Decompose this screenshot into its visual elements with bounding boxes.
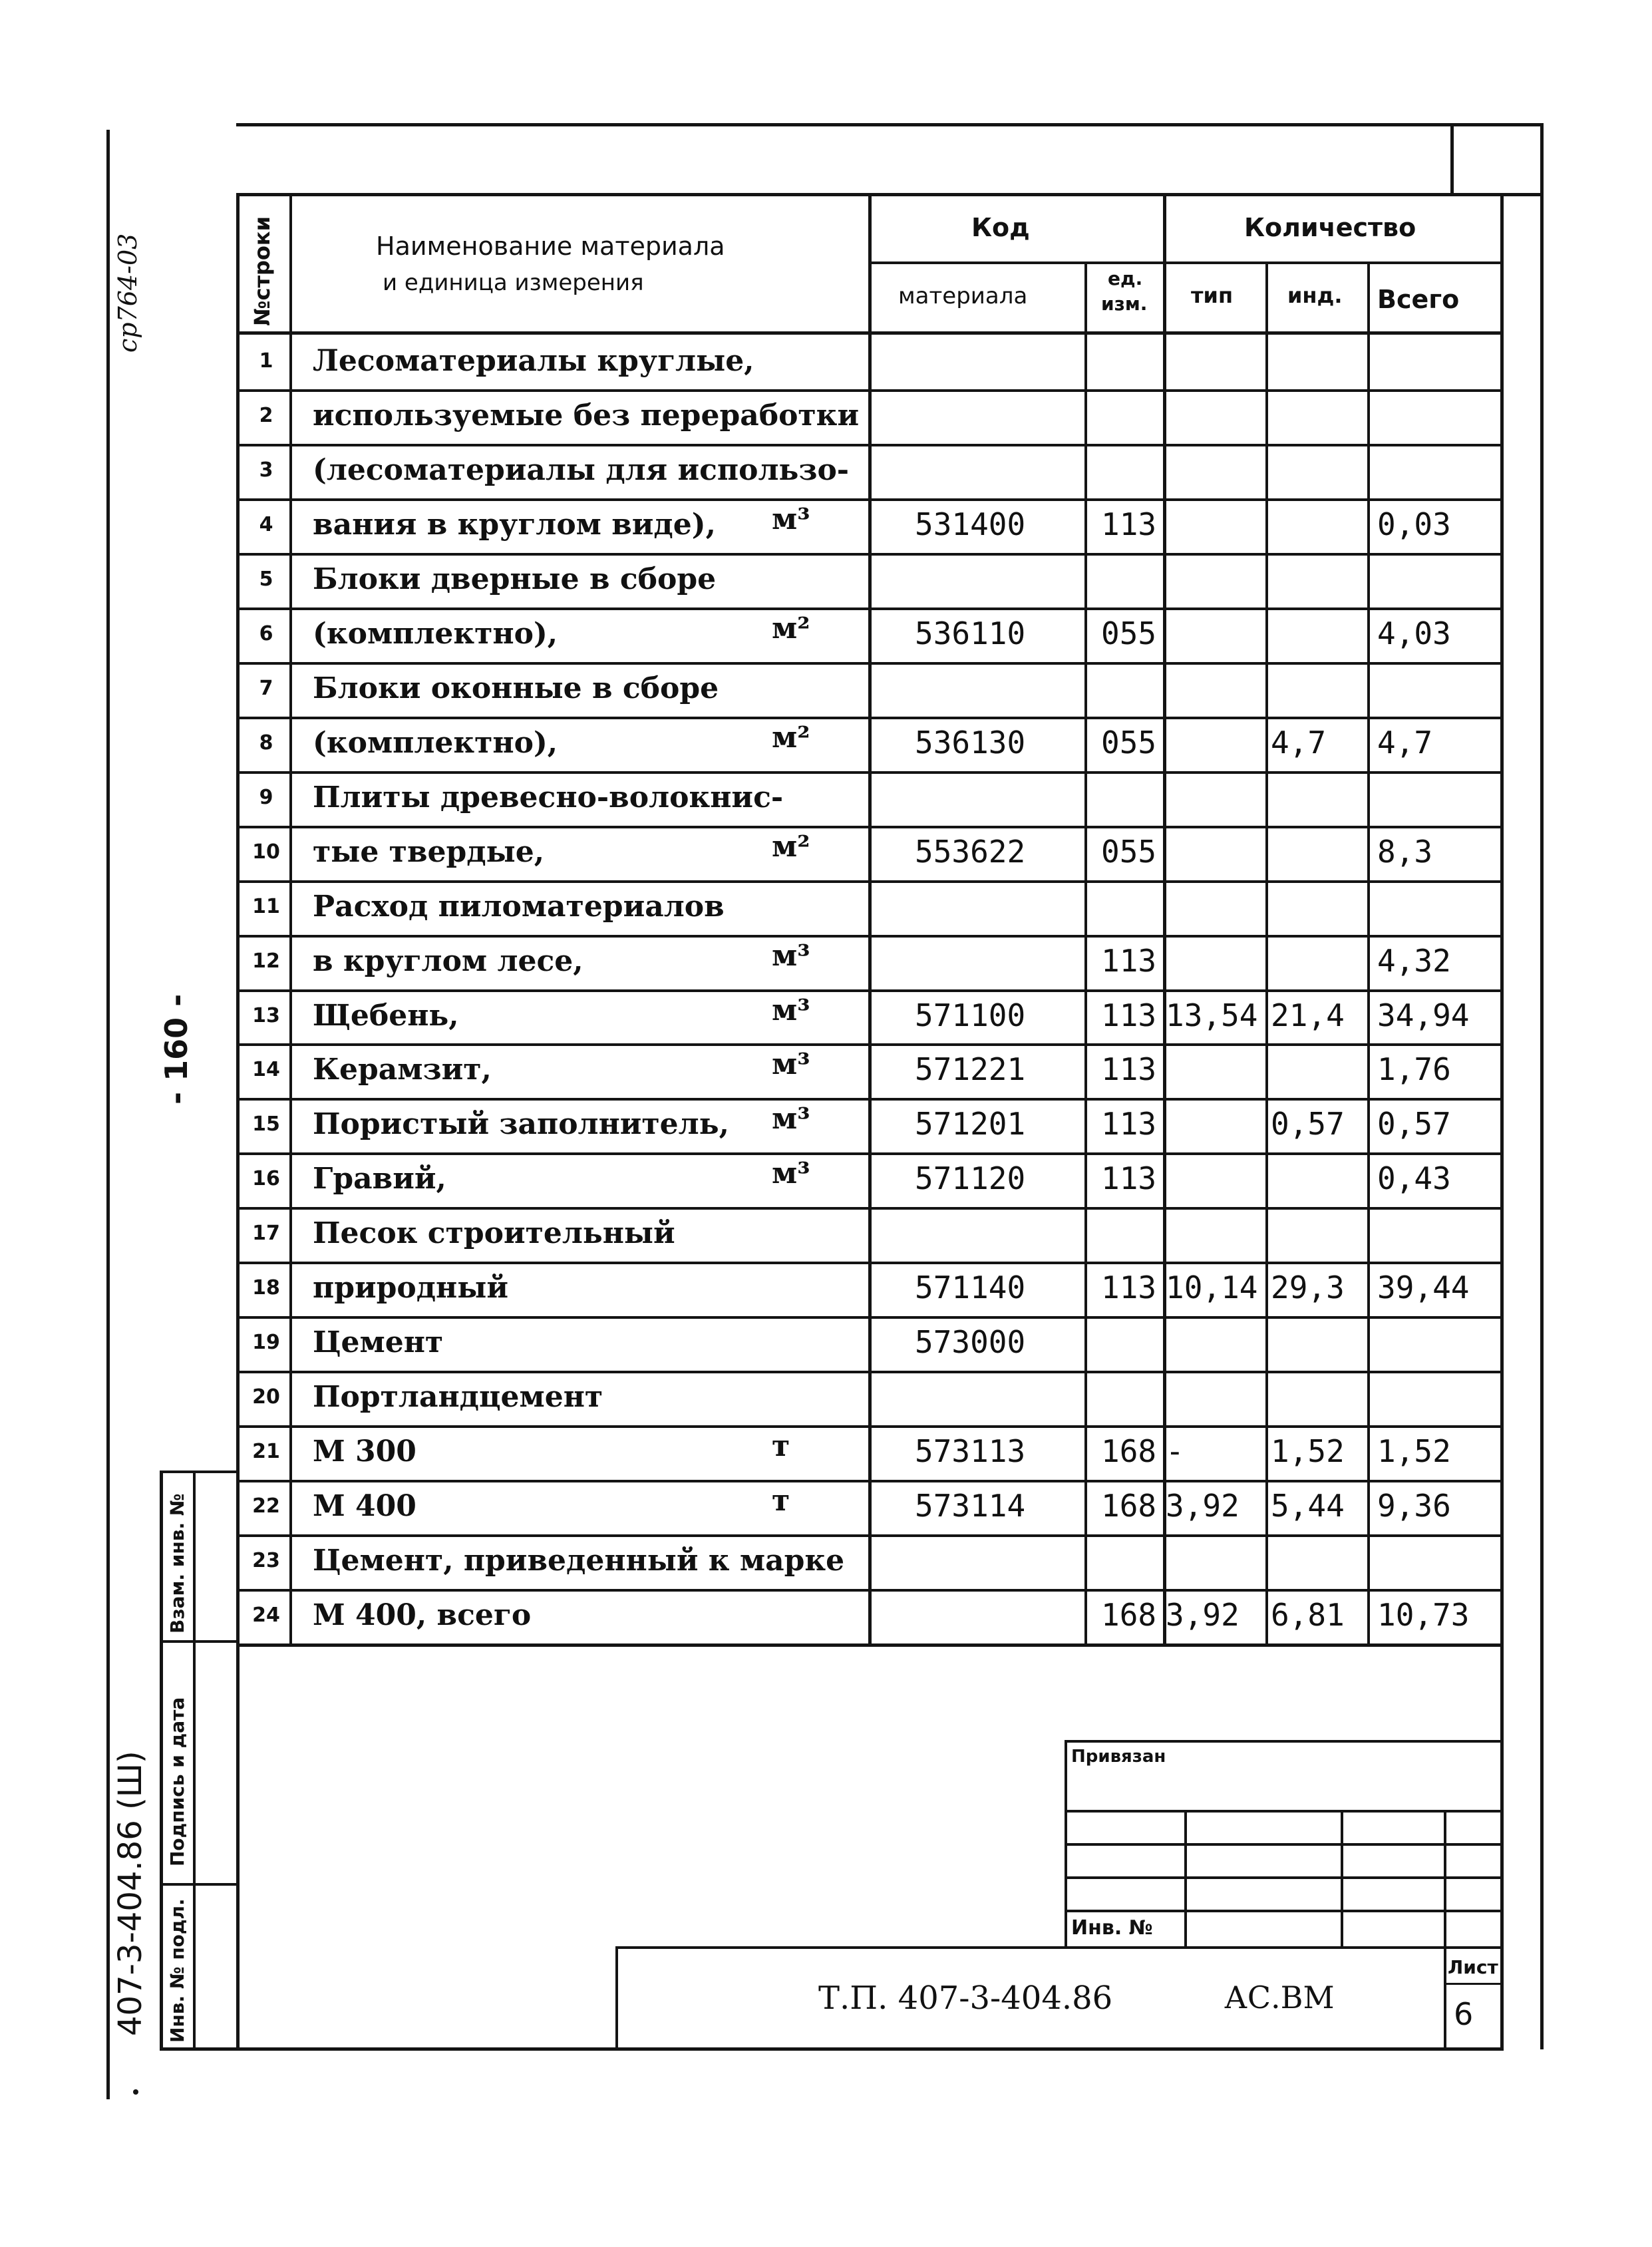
table-row bbox=[0, 607, 1652, 662]
material-name: Пористый заполнитель, bbox=[313, 1107, 729, 1141]
material-code: 573113 bbox=[915, 1433, 1026, 1469]
tb-main-top bbox=[615, 1946, 1504, 1949]
side-inv-podl: Инв. № подл. bbox=[166, 1898, 188, 2043]
qty-total: 0,43 bbox=[1377, 1160, 1451, 1196]
material-name: Расход пиломатериалов bbox=[313, 890, 725, 924]
unit: м³ bbox=[772, 1156, 810, 1190]
table-row bbox=[0, 771, 1652, 826]
material-name: Керамзит, bbox=[313, 1053, 492, 1087]
qty-total: 0,03 bbox=[1377, 506, 1451, 542]
row-number: 17 bbox=[252, 1222, 280, 1245]
qty-ind: 6,81 bbox=[1271, 1597, 1345, 1633]
bottom-dot bbox=[133, 2089, 138, 2095]
material-name: Гравий, bbox=[313, 1162, 446, 1196]
tb-row-1 bbox=[1065, 1810, 1504, 1813]
qty-total: 39,44 bbox=[1377, 1270, 1470, 1305]
qty-total: 10,73 bbox=[1377, 1597, 1470, 1633]
unit: м³ bbox=[772, 1102, 810, 1136]
table-row bbox=[0, 826, 1652, 880]
row-number: 23 bbox=[252, 1549, 280, 1572]
material-name: используемые без переработки bbox=[313, 399, 860, 432]
table-row bbox=[0, 1371, 1652, 1425]
material-name: (комплектно), bbox=[313, 726, 558, 760]
qty-total: 1,76 bbox=[1377, 1051, 1451, 1087]
side-stamp-div1 bbox=[160, 1640, 240, 1643]
material-name: Цемент, приведенный к марке bbox=[313, 1544, 845, 1578]
material-name: Плиты древесно-волокнис- bbox=[313, 780, 784, 814]
unit-code: 168 bbox=[1101, 1433, 1157, 1469]
qty-total: 9,36 bbox=[1377, 1488, 1451, 1524]
row-number: 2 bbox=[259, 404, 273, 427]
unit-code: 113 bbox=[1101, 1160, 1157, 1196]
tb-sheet-no: 6 bbox=[1454, 1996, 1474, 2032]
material-code: 531400 bbox=[915, 506, 1026, 542]
frame-top-right-box bbox=[1450, 126, 1454, 193]
table-row bbox=[0, 1534, 1652, 1589]
material-code: 536130 bbox=[915, 725, 1026, 761]
table-row bbox=[0, 717, 1652, 771]
table-row bbox=[0, 389, 1652, 444]
tb-sheet-label: Лист bbox=[1448, 1956, 1498, 1978]
table-row bbox=[0, 1480, 1652, 1534]
qty-total: 34,94 bbox=[1377, 997, 1470, 1033]
tb-col-3 bbox=[1444, 1810, 1446, 2049]
header-name-line2: и единица измерения bbox=[383, 269, 644, 296]
row-number: 11 bbox=[252, 895, 280, 918]
row-number: 7 bbox=[259, 677, 273, 700]
table-row bbox=[0, 989, 1652, 1044]
row-number: 5 bbox=[259, 568, 273, 591]
material-name: Щебень, bbox=[313, 999, 459, 1033]
header-code: Код bbox=[971, 213, 1030, 242]
unit: т bbox=[772, 1429, 790, 1463]
qty-ind: 0,57 bbox=[1271, 1106, 1345, 1142]
row-number: 14 bbox=[252, 1058, 280, 1081]
tb-row-2 bbox=[1065, 1843, 1504, 1846]
qty-ind: 4,7 bbox=[1271, 725, 1327, 761]
side-stamp-outer-left bbox=[160, 1470, 163, 2049]
tb-privyazan: Привязан bbox=[1071, 1747, 1166, 1767]
qty-ind: 1,52 bbox=[1271, 1433, 1345, 1469]
unit: т bbox=[772, 1484, 790, 1518]
row-number: 19 bbox=[252, 1331, 280, 1354]
tb-doc-number: Т.П. 407-3-404.86 bbox=[818, 1980, 1113, 2017]
table-row bbox=[0, 1425, 1652, 1480]
frame-bottom-line bbox=[160, 2047, 1504, 2051]
side-stamp-div2 bbox=[160, 1883, 240, 1886]
qty-type: 10,14 bbox=[1166, 1270, 1258, 1305]
unit-code: 113 bbox=[1101, 1106, 1157, 1142]
tb-row-4 bbox=[1065, 1910, 1504, 1912]
page-marker: - 160 - bbox=[158, 993, 194, 1105]
unit-code: 168 bbox=[1101, 1597, 1157, 1633]
table-row bbox=[0, 335, 1652, 389]
material-name: М 400 bbox=[313, 1489, 416, 1523]
row-number: 18 bbox=[252, 1276, 280, 1299]
material-code: 571221 bbox=[915, 1051, 1026, 1087]
row-number: 3 bbox=[259, 458, 273, 482]
unit: м² bbox=[772, 611, 810, 645]
side-podpis-data: Подпись и дата bbox=[166, 1697, 188, 1866]
header-qty-ind: инд. bbox=[1287, 283, 1343, 308]
qty-total: 4,32 bbox=[1377, 943, 1451, 979]
row-number: 15 bbox=[252, 1113, 280, 1136]
side-vzam-inv: Взам. инв. № bbox=[166, 1493, 188, 1634]
row-number: 10 bbox=[252, 840, 280, 864]
material-name: (комплектно), bbox=[313, 617, 558, 651]
unit: м³ bbox=[772, 993, 810, 1027]
table-row bbox=[0, 1316, 1652, 1371]
side-stamp-top bbox=[160, 1470, 240, 1473]
material-name: Блоки дверные в сборе bbox=[313, 562, 717, 596]
row-number: 6 bbox=[259, 622, 273, 645]
material-name: Блоки оконные в сборе bbox=[313, 671, 719, 705]
material-name: М 300 bbox=[313, 1435, 416, 1469]
unit: м² bbox=[772, 830, 810, 864]
unit: м³ bbox=[772, 502, 810, 536]
unit-code: 168 bbox=[1101, 1488, 1157, 1524]
row-number: 20 bbox=[252, 1385, 280, 1409]
unit-code: 055 bbox=[1101, 834, 1157, 870]
frame-top-inner-line bbox=[236, 193, 1544, 196]
row-number: 16 bbox=[252, 1167, 280, 1190]
material-code: 571120 bbox=[915, 1160, 1026, 1196]
unit-code: 113 bbox=[1101, 506, 1157, 542]
unit: м³ bbox=[772, 1047, 810, 1081]
table-row bbox=[0, 498, 1652, 553]
material-code: 536110 bbox=[915, 615, 1026, 651]
row-number: 13 bbox=[252, 1004, 280, 1027]
row-number: 1 bbox=[259, 349, 273, 373]
side-stamp-inner bbox=[193, 1470, 196, 2049]
qty-type: 3,92 bbox=[1166, 1597, 1239, 1633]
unit-code: 113 bbox=[1101, 943, 1157, 979]
tb-main-left bbox=[615, 1946, 618, 2049]
header-mid-line bbox=[868, 261, 1504, 264]
row-number: 24 bbox=[252, 1604, 280, 1627]
qty-total: 1,52 bbox=[1377, 1433, 1451, 1469]
tb-row-3 bbox=[1065, 1876, 1504, 1879]
row-number: 4 bbox=[259, 513, 273, 536]
row-number: 9 bbox=[259, 786, 273, 809]
table-row bbox=[0, 1262, 1652, 1316]
header-code-unit-1: ед. bbox=[1108, 267, 1143, 289]
tb-col-2 bbox=[1341, 1810, 1343, 1946]
row-number: 21 bbox=[252, 1440, 280, 1463]
table-row bbox=[0, 1207, 1652, 1262]
material-name: Портландцемент bbox=[313, 1380, 603, 1414]
unit-code: 113 bbox=[1101, 997, 1157, 1033]
frame-top-line bbox=[236, 123, 1544, 126]
unit-code: 113 bbox=[1101, 1270, 1157, 1305]
material-code: 573000 bbox=[915, 1324, 1026, 1360]
vertical-doc-number: 407-3-404.86 (Ш) bbox=[112, 1751, 149, 2036]
row-number: 8 bbox=[259, 731, 273, 755]
material-name: природный bbox=[313, 1271, 508, 1305]
unit-code: 055 bbox=[1101, 615, 1157, 651]
material-code: 573114 bbox=[915, 1488, 1026, 1524]
material-code: 571100 bbox=[915, 997, 1026, 1033]
material-code: 571201 bbox=[915, 1106, 1026, 1142]
row-number: 12 bbox=[252, 950, 280, 973]
material-name: Цемент bbox=[313, 1325, 444, 1359]
unit-code: 055 bbox=[1101, 725, 1157, 761]
material-name: вания в круглом виде), bbox=[313, 508, 716, 542]
header-code-unit-2: изм. bbox=[1101, 293, 1148, 315]
qty-total: 8,3 bbox=[1377, 834, 1433, 870]
table-row bbox=[0, 444, 1652, 498]
qty-type: 13,54 bbox=[1166, 997, 1258, 1033]
header-code-material: материала bbox=[898, 283, 1028, 309]
qty-ind: 21,4 bbox=[1271, 997, 1345, 1033]
table-row bbox=[0, 662, 1652, 717]
qty-type: 3,92 bbox=[1166, 1488, 1239, 1524]
material-name: в круглом лесе, bbox=[313, 944, 583, 978]
table-row bbox=[0, 935, 1652, 989]
header-qty: Количество bbox=[1244, 213, 1416, 242]
table-row bbox=[0, 1152, 1652, 1207]
material-name: (лесоматериалы для использо- bbox=[313, 453, 850, 487]
material-code: 553622 bbox=[915, 834, 1026, 870]
row-number: 22 bbox=[252, 1494, 280, 1518]
table-row bbox=[0, 880, 1652, 935]
table-bottom-line bbox=[236, 1643, 1504, 1647]
tb-privyazan-top bbox=[1065, 1740, 1504, 1743]
table-row bbox=[0, 1589, 1652, 1643]
header-name-line1: Наименование материала bbox=[376, 232, 725, 261]
material-code: 571140 bbox=[915, 1270, 1026, 1305]
qty-total: 4,03 bbox=[1377, 615, 1451, 651]
qty-type: - bbox=[1166, 1433, 1184, 1469]
unit: м³ bbox=[772, 939, 810, 973]
qty-total: 4,7 bbox=[1377, 725, 1433, 761]
tb-sheet-div bbox=[1444, 1983, 1504, 1985]
unit: м² bbox=[772, 721, 810, 755]
material-name: Песок строительный bbox=[313, 1216, 675, 1250]
header-qty-total: Всего bbox=[1377, 285, 1460, 314]
qty-ind: 29,3 bbox=[1271, 1270, 1345, 1305]
qty-total: 0,57 bbox=[1377, 1106, 1451, 1142]
material-name: М 400, всего bbox=[313, 1598, 532, 1632]
material-name: Лесоматериалы круглые, bbox=[313, 344, 754, 378]
unit-code: 113 bbox=[1101, 1051, 1157, 1087]
qty-ind: 5,44 bbox=[1271, 1488, 1345, 1524]
tb-inv-no: Инв. № bbox=[1071, 1916, 1153, 1940]
table-row bbox=[0, 553, 1652, 607]
table-row bbox=[0, 1043, 1652, 1098]
material-name: тые твердые, bbox=[313, 835, 545, 869]
tb-doc-code: АС.ВМ bbox=[1224, 1980, 1335, 2015]
table-row bbox=[0, 1098, 1652, 1152]
header-row-no: №строки bbox=[249, 216, 275, 326]
top-stamp: ср764-03 bbox=[113, 233, 142, 353]
header-qty-type: тип bbox=[1191, 283, 1234, 308]
tb-col-1 bbox=[1184, 1810, 1187, 1946]
